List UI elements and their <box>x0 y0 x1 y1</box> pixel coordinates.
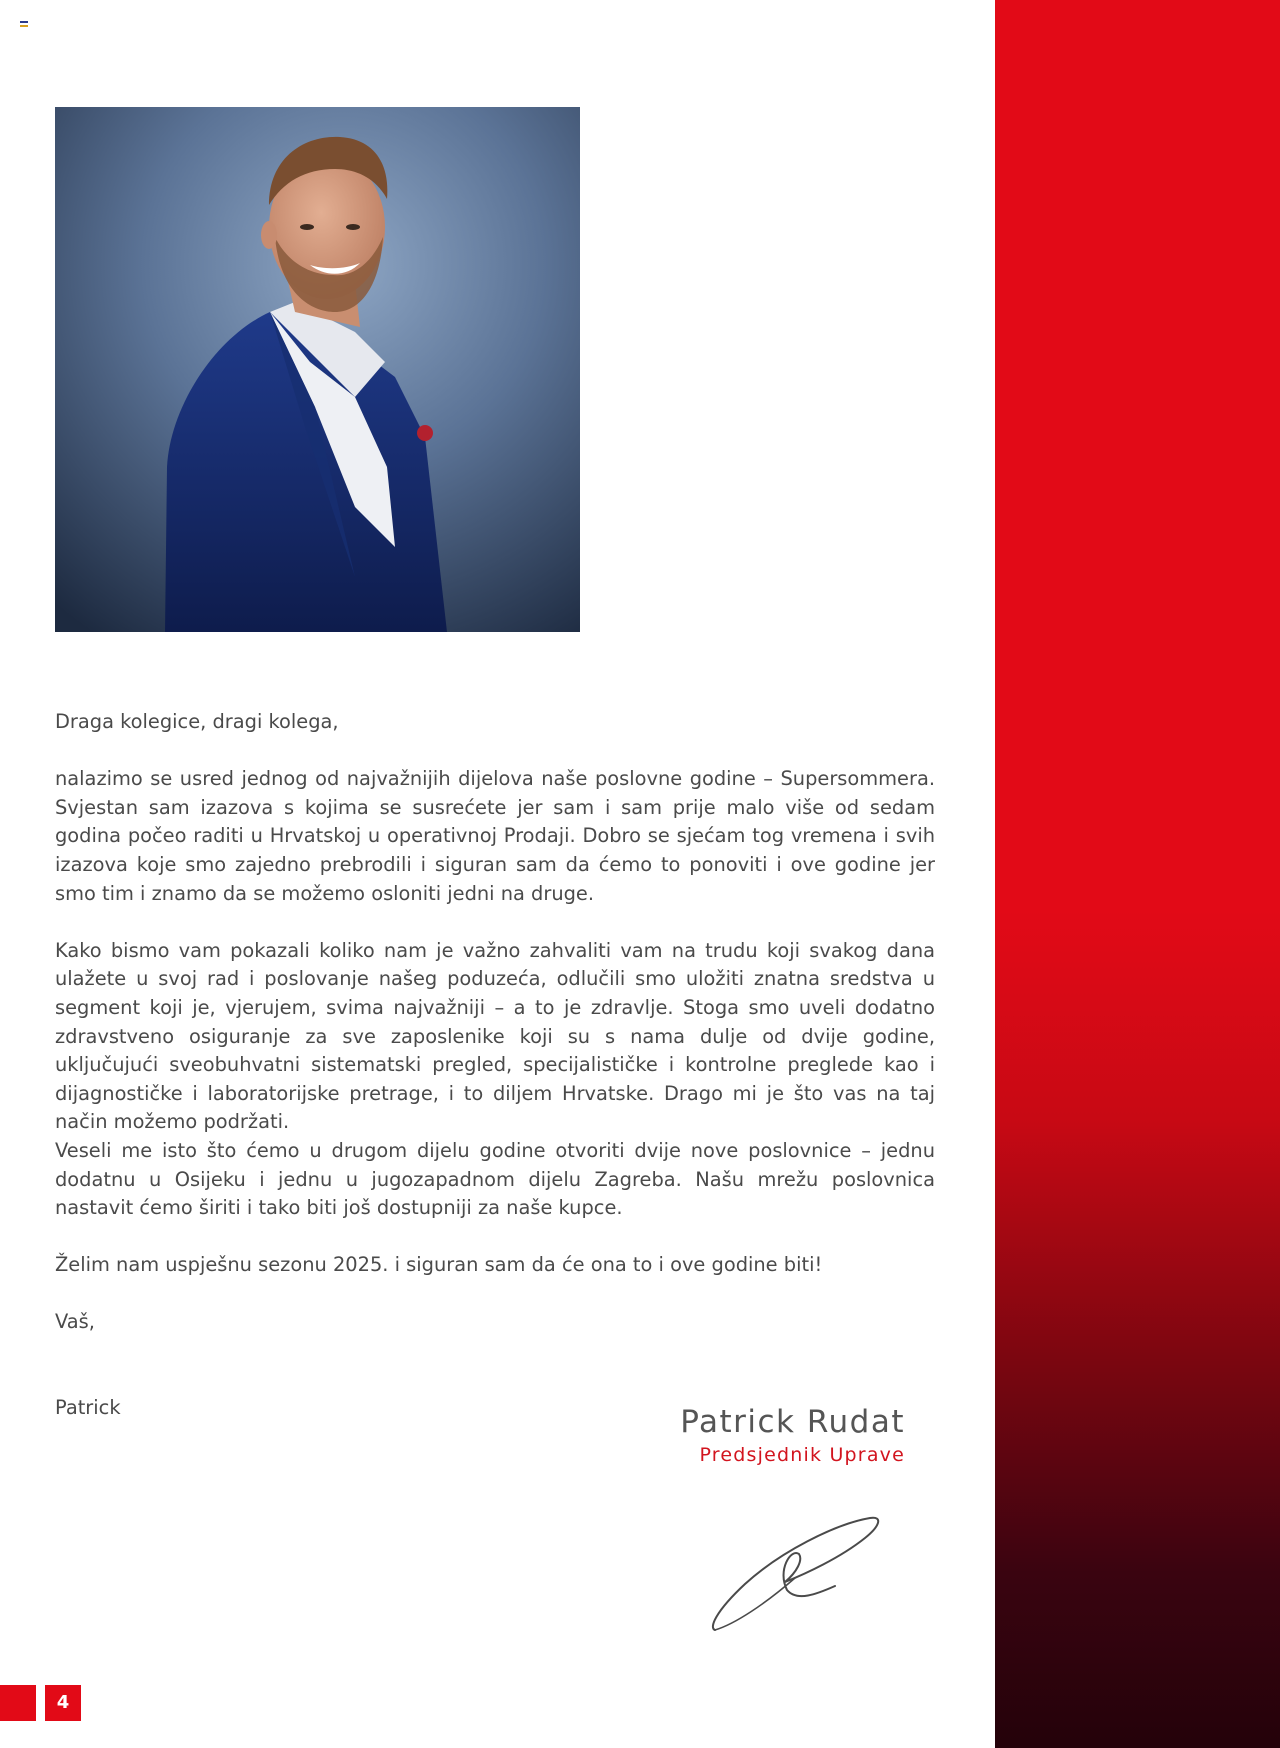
signatory-role: Predsjednik Uprave <box>699 1444 905 1466</box>
letter-closing: Vaš, <box>55 1310 95 1334</box>
letter-greeting: Draga kolegice, dragi kolega, <box>55 710 339 733</box>
letter-body <box>55 708 935 1423</box>
page-number-label: 4 <box>45 1685 81 1721</box>
signature-block <box>680 1402 905 1468</box>
handwritten-signature <box>705 1512 885 1637</box>
portrait-photo <box>55 107 580 632</box>
side-color-band <box>995 0 1280 1748</box>
letter-paragraph: Želim nam uspješnu sezonu 2025. i siguran sam da će ona to i ove godine biti! <box>55 1253 823 1277</box>
letter-paragraph: Veseli me isto što ćemo u drugom dijelu godine otvoriti dvije nove poslovnice – jednu dodatnu u Osijeku i jednu u jugozapadnom dijelu Zagreba. Našu mrežu poslovnica nastavit ćemo širiti i tako biti još dostupniji za naše kupce. <box>55 1138 935 1220</box>
page-number-bar <box>0 1685 36 1721</box>
letter-paragraph: nalazimo se usred jednog od najvažnijih dijelova naše poslovne godine – Supersommera. Svjestan sam izazova s kojima se susrećete jer sam i sam prije malo više od sedam godina počeo raditi u Hrvatskoj u operativnoj Prodaji. Dobro se sjećam tog vremena i svih izazova koje smo zajedno prebrodili i siguran sam da ćemo to ponoviti i ove godine jer smo tim i znamo da se možemo osloniti jedni na druge. <box>55 767 935 905</box>
letter-paragraph: Kako bismo vam pokazali koliko nam je važno zahvaliti vam na trudu koji svakog dana ulažete u svoj rad i poslovanje našeg poduzeća, odlučili smo uložiti znatna sredstva u segment koji je, vjerujem, svima najvažniji – a to je zdravlje. Stoga smo uveli dodatno zdravstveno osiguranje za sve zaposlenike koji su s nama dulje od dvije godine, uključujući sveobuhvatni sistematski pregled, specijalističke i kontrolne preglede kao i dijagnostičke i laboratorijske pretrage, i to diljem Hrvatske. Drago mi je što vas na taj način možemo podržati. <box>55 938 935 1134</box>
letter-first-name: Patrick <box>55 1396 121 1420</box>
flag-icon <box>20 21 28 27</box>
signatory-name: Patrick Rudat <box>680 1404 905 1440</box>
